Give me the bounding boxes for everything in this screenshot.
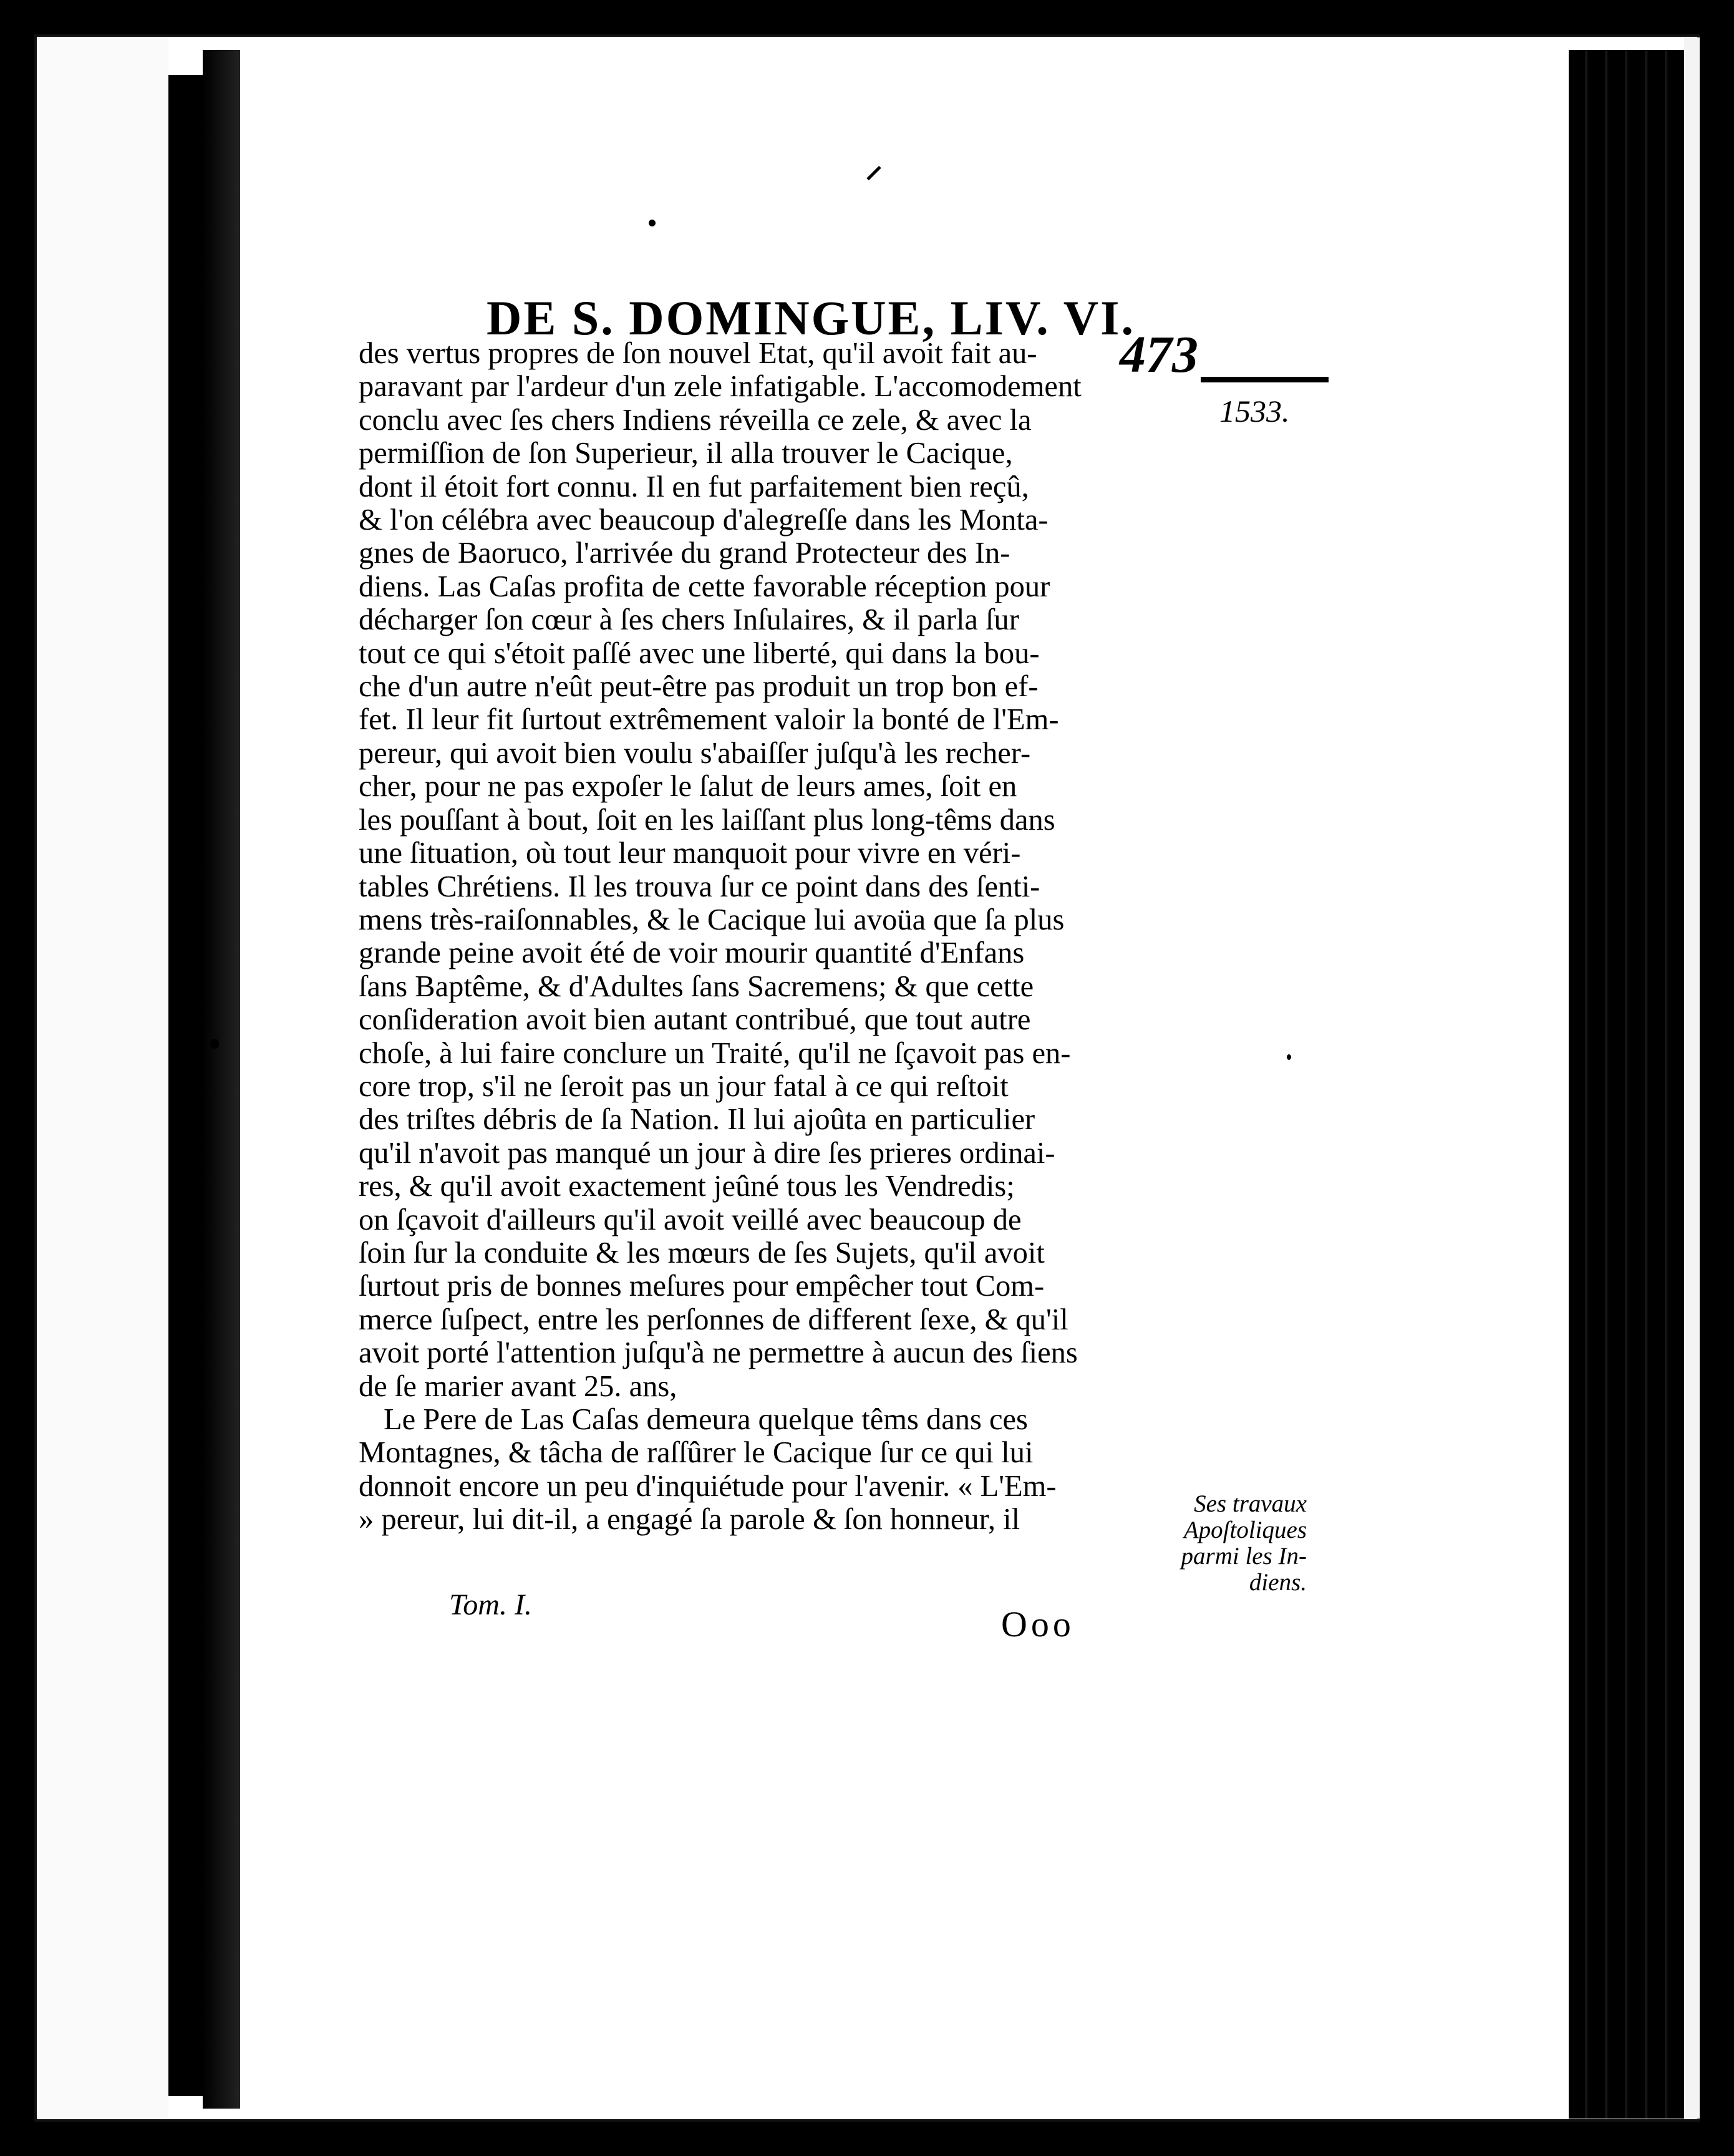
- body-text: [359, 337, 1170, 1537]
- text-line: pereur, qui avoit bien voulu s'abaiſſer juſqu'à les recher-: [359, 736, 1031, 770]
- margin-note: [1138, 1491, 1307, 1596]
- head-rule: [1201, 377, 1329, 382]
- running-head: DE S. DOMINGUE, LIV. VI.: [487, 291, 1135, 345]
- margin-note-line: Apoſtoliques: [1183, 1517, 1307, 1543]
- text-line: les pouſſant à bout, ſoit en les laiſſant plus long-têms dans: [359, 803, 1055, 837]
- text-line: conſideration avoit bien autant contribué, que tout autre: [359, 1003, 1031, 1037]
- text-line: on ſçavoit d'ailleurs qu'il avoit veillé avec beaucoup de: [359, 1203, 1022, 1236]
- margin-note-line: parmi les In-: [1181, 1543, 1307, 1570]
- ink-speck: [210, 1039, 219, 1049]
- text-line: res, & qu'il avoit exactement jeûné tous les Vendredis;: [359, 1170, 1015, 1203]
- text-line: avoit porté l'attention juſqu'à ne permettre à aucun des ſiens: [359, 1336, 1078, 1370]
- page-stack-edge: [1569, 50, 1700, 2119]
- text-line: choſe, à lui faire conclure un Traité, qu'il ne ſçavoit pas en-: [359, 1036, 1071, 1070]
- text-line: mens très-raiſonnables, & le Cacique lui avoüa que ſa plus: [359, 903, 1065, 936]
- ink-speck: [649, 220, 656, 226]
- text-line: che d'un autre n'eût peut-être pas produit un trop bon ef-: [359, 670, 1039, 704]
- text-line: des triſtes débris de ſa Nation. Il lui ajoûta en particulier: [359, 1103, 1035, 1137]
- text-line: Montagnes, & tâcha de raſſûrer le Cacique ſur ce qui lui: [359, 1436, 1034, 1470]
- text-line: core trop, s'il ne ſeroit pas un jour fatal à ce qui reſtoit: [359, 1069, 1009, 1103]
- footer-tome: Tom. I.: [449, 1588, 532, 1621]
- text-line: qu'il n'avoit pas manqué un jour à dire ſes prieres ordinai-: [359, 1136, 1055, 1170]
- left-page-shadow: [168, 75, 203, 2096]
- text-line: cher, pour ne pas expoſer le ſalut de leurs ames, ſoit en: [359, 770, 1017, 804]
- text-line: gnes de Baoruco, l'arrivée du grand Protecteur des In-: [359, 537, 1010, 570]
- text-line: tout ce qui s'étoit paſſé avec une liberté, qui dans la bou-: [359, 636, 1040, 670]
- text-line: permiſſion de ſon Superieur, il alla trouver le Cacique,: [359, 437, 1013, 470]
- text-line: donnoit encore un peu d'inquiétude pour l'avenir. « L'Em-: [359, 1469, 1057, 1503]
- text-line: tables Chrétiens. Il les trouva ſur ce point dans des ſenti-: [359, 870, 1040, 903]
- ink-speck: [1287, 1054, 1291, 1060]
- margin-note-line: Ses travaux: [1194, 1490, 1307, 1517]
- text-line: de ſe marier avant 25. ans,: [359, 1369, 677, 1403]
- text-line: Le Pere de Las Caſas demeura quelque têms dans ces: [384, 1403, 1028, 1436]
- book-gutter: [203, 50, 240, 2109]
- text-line: » pereur, lui dit-il, a engagé ſa parole & ſon honneur, il: [359, 1503, 1020, 1537]
- text-line: merce ſuſpect, entre les perſonnes de different ſexe, & qu'il: [359, 1303, 1068, 1336]
- left-page-edge: [37, 37, 168, 2119]
- text-line: une ſituation, où tout leur manquoit pour vivre en véri-: [359, 837, 1021, 870]
- signature-mark: Ooo: [1001, 1604, 1075, 1644]
- text-line: diens. Las Caſas profita de cette favorable réception pour: [359, 570, 1050, 603]
- text-line: ſans Baptême, & d'Adultes ſans Sacremens; & que cette: [359, 969, 1034, 1003]
- text-line: décharger ſon cœur à ſes chers Inſulaires, & il parla ſur: [359, 603, 1019, 637]
- margin-note-line: diens.: [1249, 1569, 1307, 1596]
- text-line: ſoin ſur la conduite & les mœurs de ſes Sujets, qu'il avoit: [359, 1236, 1045, 1270]
- text-line: dont il étoit fort connu. Il en fut parfaitement bien reçû,: [359, 470, 1029, 503]
- text-line: & l'on célébra avec beaucoup d'alegreſſe dans les Monta-: [359, 503, 1049, 537]
- scan-right-margin: [1684, 37, 1700, 2119]
- text-line: paravant par l'ardeur d'un zele infatigable. L'accomodement: [359, 370, 1082, 404]
- page-number: 473: [1120, 326, 1198, 384]
- text-line: des vertus propres de ſon nouvel Etat, qu'il avoit fait au-: [359, 337, 1037, 370]
- margin-year: 1533.: [1219, 394, 1290, 429]
- text-line: grande peine avoit été de voir mourir quantité d'Enfans: [359, 936, 1025, 970]
- text-line: conclu avec ſes chers Indiens réveilla ce zele, & avec la: [359, 403, 1032, 437]
- text-line: ſurtout pris de bonnes meſures pour empêcher tout Com-: [359, 1270, 1045, 1303]
- text-line: fet. Il leur fit ſurtout extrêmement valoir la bonté de l'Em-: [359, 703, 1059, 737]
